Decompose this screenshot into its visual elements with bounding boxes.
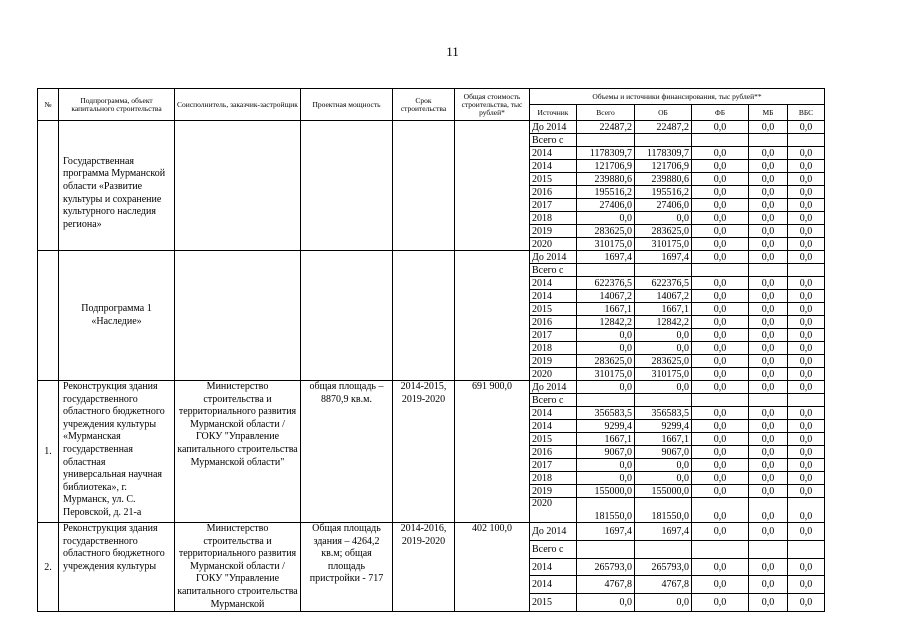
- ob-cell: 239880,6: [635, 173, 692, 186]
- total-cell: 155000,0: [577, 485, 635, 498]
- mb-cell: 0,0: [749, 355, 788, 368]
- table-row: [38, 251, 825, 264]
- mb-cell: 0,0: [749, 576, 788, 594]
- fb-cell: 0,0: [692, 433, 749, 446]
- total-cost: 691 900,0: [455, 381, 530, 523]
- vbs-cell: 0,0: [788, 523, 825, 541]
- coexecutor: [175, 251, 301, 381]
- row-number: 1.: [38, 381, 59, 523]
- ob-cell: 0,0: [635, 472, 692, 485]
- fb-cell: 0,0: [692, 147, 749, 160]
- ob-cell: 1697,4: [635, 251, 692, 264]
- total-cost: 402 100,0: [455, 523, 530, 612]
- ob-cell: 0,0: [635, 381, 692, 394]
- mb-cell: 0,0: [749, 558, 788, 576]
- vbs-cell: 0,0: [788, 594, 825, 612]
- mb-cell: 0,0: [749, 251, 788, 264]
- coexecutor: Министерство строительства и территориального развития Мурманской области / ГОКУ "Управление капитального строительства Мурманской области": [175, 381, 301, 523]
- ob-cell: 0,0: [635, 212, 692, 225]
- ob-cell: [635, 134, 692, 147]
- source-cell: 2020: [530, 498, 577, 523]
- vbs-cell: 0,0: [788, 485, 825, 498]
- total-cell: 622376,5: [577, 277, 635, 290]
- mb-cell: 0,0: [749, 498, 788, 523]
- fb-cell: 0,0: [692, 303, 749, 316]
- fb-cell: 0,0: [692, 225, 749, 238]
- ob-cell: 27406,0: [635, 199, 692, 212]
- fb-cell: 0,0: [692, 420, 749, 433]
- table-body: [38, 121, 825, 612]
- fb-cell: 0,0: [692, 355, 749, 368]
- construction-term: 2014-2015, 2019-2020: [393, 381, 455, 523]
- vbs-cell: [788, 264, 825, 277]
- ob-cell: 9067,0: [635, 446, 692, 459]
- source-cell: 2019: [530, 225, 577, 238]
- total-cell: 1667,1: [577, 433, 635, 446]
- total-cell: 310175,0: [577, 238, 635, 251]
- total-cell: 0,0: [577, 381, 635, 394]
- object-name: Подпрограмма 1 «Наследие»: [59, 251, 175, 381]
- vbs-cell: 0,0: [788, 420, 825, 433]
- total-cell: 0,0: [577, 594, 635, 612]
- total-cell: [577, 540, 635, 558]
- source-cell: 2014: [530, 277, 577, 290]
- mb-cell: 0,0: [749, 594, 788, 612]
- total-cell: 9067,0: [577, 446, 635, 459]
- source-cell: 2015: [530, 594, 577, 612]
- fb-cell: 0,0: [692, 459, 749, 472]
- coexecutor: Министерство строительства и территориального развития Мурманской области / ГОКУ "Управление капитального строительства Мурманской: [175, 523, 301, 612]
- fb-cell: 0,0: [692, 212, 749, 225]
- fb-cell: 0,0: [692, 238, 749, 251]
- vbs-cell: 0,0: [788, 121, 825, 134]
- table-row: [38, 381, 825, 394]
- total-cell: 239880,6: [577, 173, 635, 186]
- ob-cell: [635, 394, 692, 407]
- ob-cell: 265793,0: [635, 558, 692, 576]
- source-cell: 2019: [530, 485, 577, 498]
- total-cell: [577, 134, 635, 147]
- ob-cell: 155000,0: [635, 485, 692, 498]
- vbs-cell: 0,0: [788, 238, 825, 251]
- vbs-cell: 0,0: [788, 290, 825, 303]
- fb-cell: 0,0: [692, 173, 749, 186]
- total-cell: 356583,5: [577, 407, 635, 420]
- ob-cell: 1697,4: [635, 523, 692, 541]
- total-cell: 195516,2: [577, 186, 635, 199]
- header-subprogram: Подпрограмма, объект капитального строительства: [59, 89, 175, 121]
- mb-cell: 0,0: [749, 316, 788, 329]
- total-cell: 0,0: [577, 212, 635, 225]
- source-cell: До 2014: [530, 381, 577, 394]
- header-ob: ОБ: [635, 105, 692, 121]
- source-cell: 2014: [530, 147, 577, 160]
- vbs-cell: 0,0: [788, 277, 825, 290]
- source-cell: Всего с: [530, 264, 577, 277]
- vbs-cell: 0,0: [788, 342, 825, 355]
- total-cell: 27406,0: [577, 199, 635, 212]
- mb-cell: 0,0: [749, 303, 788, 316]
- total-cell: 265793,0: [577, 558, 635, 576]
- construction-term: [393, 251, 455, 381]
- total-cell: 22487,2: [577, 121, 635, 134]
- mb-cell: 0,0: [749, 407, 788, 420]
- vbs-cell: 0,0: [788, 329, 825, 342]
- total-cell: 0,0: [577, 459, 635, 472]
- total-cell: 1697,4: [577, 523, 635, 541]
- ob-cell: 14067,2: [635, 290, 692, 303]
- fb-cell: 0,0: [692, 121, 749, 134]
- fb-cell: 0,0: [692, 329, 749, 342]
- mb-cell: [749, 264, 788, 277]
- source-cell: 2015: [530, 303, 577, 316]
- fb-cell: 0,0: [692, 381, 749, 394]
- ob-cell: 121706,9: [635, 160, 692, 173]
- header-mb: МБ: [749, 105, 788, 121]
- project-capacity: [301, 251, 393, 381]
- mb-cell: 0,0: [749, 277, 788, 290]
- mb-cell: 0,0: [749, 459, 788, 472]
- total-cell: 181550,0: [577, 498, 635, 523]
- vbs-cell: 0,0: [788, 173, 825, 186]
- ob-cell: 356583,5: [635, 407, 692, 420]
- ob-cell: 622376,5: [635, 277, 692, 290]
- source-cell: 2014: [530, 576, 577, 594]
- mb-cell: 0,0: [749, 238, 788, 251]
- source-cell: 2019: [530, 355, 577, 368]
- fb-cell: 0,0: [692, 290, 749, 303]
- table-row: [38, 121, 825, 134]
- source-cell: 2015: [530, 433, 577, 446]
- mb-cell: 0,0: [749, 485, 788, 498]
- total-cell: 121706,9: [577, 160, 635, 173]
- row-number: [38, 251, 59, 381]
- mb-cell: 0,0: [749, 199, 788, 212]
- vbs-cell: [788, 134, 825, 147]
- vbs-cell: 0,0: [788, 212, 825, 225]
- vbs-cell: [788, 394, 825, 407]
- source-cell: 2017: [530, 459, 577, 472]
- vbs-cell: [788, 540, 825, 558]
- vbs-cell: 0,0: [788, 433, 825, 446]
- source-cell: 2018: [530, 472, 577, 485]
- source-cell: 2020: [530, 238, 577, 251]
- vbs-cell: 0,0: [788, 355, 825, 368]
- ob-cell: 9299,4: [635, 420, 692, 433]
- construction-term: 2014-2016, 2019-2020: [393, 523, 455, 612]
- vbs-cell: 0,0: [788, 576, 825, 594]
- fb-cell: [692, 540, 749, 558]
- fb-cell: 0,0: [692, 558, 749, 576]
- ob-cell: 283625,0: [635, 225, 692, 238]
- source-cell: Всего с: [530, 134, 577, 147]
- object-name: Реконструкция здания государственного областного бюджетного учреждения культуры: [59, 523, 175, 612]
- fb-cell: 0,0: [692, 498, 749, 523]
- row-number: [38, 121, 59, 251]
- ob-cell: 22487,2: [635, 121, 692, 134]
- fb-cell: 0,0: [692, 523, 749, 541]
- ob-cell: 195516,2: [635, 186, 692, 199]
- ob-cell: 0,0: [635, 459, 692, 472]
- fb-cell: 0,0: [692, 251, 749, 264]
- source-cell: 2014: [530, 558, 577, 576]
- header-term: Срок строительства: [393, 89, 455, 121]
- fb-cell: 0,0: [692, 407, 749, 420]
- mb-cell: 0,0: [749, 420, 788, 433]
- vbs-cell: 0,0: [788, 147, 825, 160]
- source-cell: 2017: [530, 329, 577, 342]
- source-cell: 2014: [530, 420, 577, 433]
- total-cost: [455, 121, 530, 251]
- header-capacity: Проектная мощность: [301, 89, 393, 121]
- vbs-cell: 0,0: [788, 186, 825, 199]
- total-cell: 1667,1: [577, 303, 635, 316]
- fb-cell: [692, 264, 749, 277]
- mb-cell: 0,0: [749, 212, 788, 225]
- mb-cell: 0,0: [749, 186, 788, 199]
- header-num: №: [38, 89, 59, 121]
- vbs-cell: 0,0: [788, 472, 825, 485]
- source-cell: 2014: [530, 407, 577, 420]
- vbs-cell: 0,0: [788, 407, 825, 420]
- vbs-cell: 0,0: [788, 459, 825, 472]
- mb-cell: 0,0: [749, 472, 788, 485]
- ob-cell: 1178309,7: [635, 147, 692, 160]
- total-cell: 283625,0: [577, 355, 635, 368]
- source-cell: Всего с: [530, 394, 577, 407]
- header-fb: ФБ: [692, 105, 749, 121]
- ob-cell: [635, 540, 692, 558]
- coexecutor: [175, 121, 301, 251]
- mb-cell: 0,0: [749, 329, 788, 342]
- source-cell: До 2014: [530, 251, 577, 264]
- mb-cell: 0,0: [749, 121, 788, 134]
- ob-cell: 0,0: [635, 594, 692, 612]
- vbs-cell: 0,0: [788, 446, 825, 459]
- source-cell: 2016: [530, 186, 577, 199]
- total-cost: [455, 251, 530, 381]
- mb-cell: 0,0: [749, 368, 788, 381]
- ob-cell: [635, 264, 692, 277]
- row-number: 2.: [38, 523, 59, 612]
- total-cell: 1697,4: [577, 251, 635, 264]
- fb-cell: 0,0: [692, 160, 749, 173]
- mb-cell: 0,0: [749, 342, 788, 355]
- ob-cell: 12842,2: [635, 316, 692, 329]
- total-cell: 4767,8: [577, 576, 635, 594]
- mb-cell: 0,0: [749, 290, 788, 303]
- vbs-cell: 0,0: [788, 368, 825, 381]
- total-cell: 1178309,7: [577, 147, 635, 160]
- object-name: Реконструкция здания государственного областного бюджетного учреждения культуры «Мурманская государственная областная универсальная научная библиотека», г. Мурманск, ул. С. Перовской, д. 21-а: [59, 381, 175, 523]
- mb-cell: 0,0: [749, 173, 788, 186]
- object-name: Государственная программа Мурманской области «Развитие культуры и сохранение культурного наследия региона»: [59, 121, 175, 251]
- header-sources: Источник: [530, 105, 577, 121]
- ob-cell: 310175,0: [635, 368, 692, 381]
- source-cell: 2016: [530, 316, 577, 329]
- construction-term: [393, 121, 455, 251]
- mb-cell: [749, 540, 788, 558]
- fb-cell: [692, 394, 749, 407]
- ob-cell: 310175,0: [635, 238, 692, 251]
- fb-cell: 0,0: [692, 277, 749, 290]
- vbs-cell: 0,0: [788, 225, 825, 238]
- mb-cell: 0,0: [749, 433, 788, 446]
- fb-cell: 0,0: [692, 576, 749, 594]
- header-financing: Объемы и источники финансирования, тыс рублей**: [530, 89, 825, 105]
- total-cell: 0,0: [577, 342, 635, 355]
- fb-cell: 0,0: [692, 186, 749, 199]
- ob-cell: 4767,8: [635, 576, 692, 594]
- mb-cell: [749, 394, 788, 407]
- vbs-cell: 0,0: [788, 199, 825, 212]
- page-number: 11: [446, 44, 459, 59]
- fb-cell: 0,0: [692, 368, 749, 381]
- ob-cell: 0,0: [635, 342, 692, 355]
- source-cell: 2014: [530, 160, 577, 173]
- source-cell: 2018: [530, 342, 577, 355]
- mb-cell: 0,0: [749, 160, 788, 173]
- mb-cell: 0,0: [749, 523, 788, 541]
- source-cell: 2016: [530, 446, 577, 459]
- total-cell: [577, 264, 635, 277]
- total-cell: [577, 394, 635, 407]
- vbs-cell: 0,0: [788, 160, 825, 173]
- ob-cell: 181550,0: [635, 498, 692, 523]
- total-cell: 14067,2: [577, 290, 635, 303]
- vbs-cell: 0,0: [788, 251, 825, 264]
- source-cell: До 2014: [530, 523, 577, 541]
- ob-cell: 1667,1: [635, 303, 692, 316]
- vbs-cell: 0,0: [788, 558, 825, 576]
- mb-cell: 0,0: [749, 446, 788, 459]
- source-cell: 2018: [530, 212, 577, 225]
- mb-cell: 0,0: [749, 225, 788, 238]
- project-capacity: общая площадь – 8870,9 кв.м.: [301, 381, 393, 523]
- fb-cell: 0,0: [692, 199, 749, 212]
- vbs-cell: 0,0: [788, 498, 825, 523]
- vbs-cell: 0,0: [788, 316, 825, 329]
- project-capacity: [301, 121, 393, 251]
- fb-cell: 0,0: [692, 446, 749, 459]
- fb-cell: 0,0: [692, 316, 749, 329]
- table-row: [38, 523, 825, 541]
- ob-cell: 1667,1: [635, 433, 692, 446]
- total-cell: 9299,4: [577, 420, 635, 433]
- total-cell: 0,0: [577, 329, 635, 342]
- source-cell: До 2014: [530, 121, 577, 134]
- vbs-cell: 0,0: [788, 303, 825, 316]
- mb-cell: 0,0: [749, 381, 788, 394]
- header-total: Всего: [577, 105, 635, 121]
- source-cell: 2014: [530, 290, 577, 303]
- total-cell: 283625,0: [577, 225, 635, 238]
- total-cell: 12842,2: [577, 316, 635, 329]
- header-vbs: ВБС: [788, 105, 825, 121]
- ob-cell: 283625,0: [635, 355, 692, 368]
- fb-cell: 0,0: [692, 594, 749, 612]
- project-capacity: Общая площадь здания – 4264,2 кв.м; общая площадь пристройки - 717: [301, 523, 393, 612]
- source-cell: Всего с: [530, 540, 577, 558]
- ob-cell: 0,0: [635, 329, 692, 342]
- mb-cell: [749, 134, 788, 147]
- source-cell: 2015: [530, 173, 577, 186]
- fb-cell: 0,0: [692, 485, 749, 498]
- fb-cell: 0,0: [692, 472, 749, 485]
- source-cell: 2017: [530, 199, 577, 212]
- vbs-cell: 0,0: [788, 381, 825, 394]
- fb-cell: [692, 134, 749, 147]
- header-total-cost: Общая стоимость строительства, тыс рублей*: [455, 89, 530, 121]
- header-coexecutor: Соисполнитель, заказчик-застройщик: [175, 89, 301, 121]
- total-cell: 310175,0: [577, 368, 635, 381]
- financing-table: [37, 88, 825, 612]
- source-cell: 2020: [530, 368, 577, 381]
- fb-cell: 0,0: [692, 342, 749, 355]
- total-cell: 0,0: [577, 472, 635, 485]
- mb-cell: 0,0: [749, 147, 788, 160]
